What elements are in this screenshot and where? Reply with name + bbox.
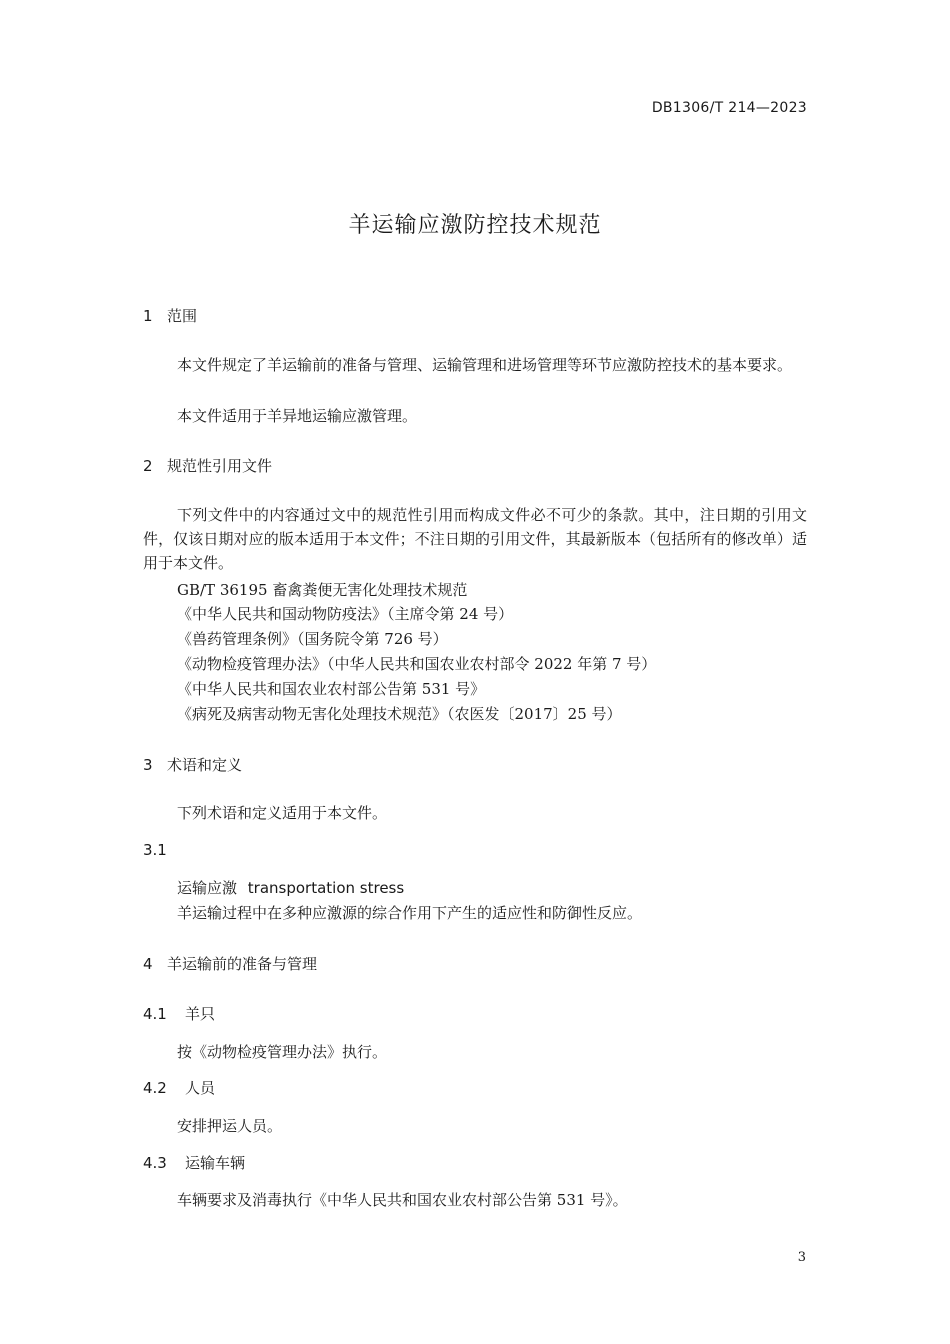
subsection-number: 4.1 [143,1005,167,1023]
section-title: 术语和定义 [167,756,243,774]
section-title: 规范性引用文件 [167,457,273,475]
subsection-4-3-heading [143,1152,245,1173]
subsection-4-1-text: 按《动物检疫管理办法》执行。 [177,1043,388,1061]
subsection-title: 运输车辆 [185,1154,246,1172]
reference-item: 《病死及病害动物无害化处理技术规范》（农医发〔2017〕25 号） [177,705,622,723]
reference-item: 《动物检疫管理办法》（中华人民共和国农业农村部令 2022 年第 7 号） [177,655,657,673]
subsection-title: 人员 [185,1079,216,1097]
document-title: 羊运输应激防控技术规范 [348,213,602,238]
term-number: 3.1 [143,841,167,859]
subsection-4-2-heading [143,1077,215,1098]
subsection-number: 4.3 [143,1154,167,1172]
normative-references-intro: 下列文件中的内容通过文中的规范性引用而构成文件必不可少的条款。其中，注日期的引用文件，仅该日期对应的版本适用于本文件；不注日期的引用文件，其最新版本（包括所有的修改单）适用于本文件。 [143,506,807,572]
standard-code: DB1306/T 214—2023 [651,100,807,116]
section-1-heading [143,305,197,326]
reference-item: 《兽药管理条例》（国务院令第 726 号） [177,630,448,648]
section-2-heading [143,455,272,476]
section-number: 2 [143,457,153,475]
scope-paragraph-1: 本文件规定了羊运输前的准备与管理、运输管理和进场管理等环节应激防控技术的基本要求。 [177,356,793,374]
section-3-heading [143,754,242,775]
subsection-4-2-text: 安排押运人员。 [177,1117,283,1135]
term-entry [177,876,404,900]
subsection-title: 羊只 [185,1005,216,1023]
term-english: transportation stress [247,879,405,897]
section-number: 1 [143,307,153,325]
reference-item: 《中华人民共和国动物防疫法》（主席令第 24 号） [177,605,514,623]
section-number: 3 [143,756,153,774]
subsection-4-1-heading [143,1003,215,1024]
scope-paragraph-2: 本文件适用于羊异地运输应激管理。 [177,407,418,425]
section-4-heading [143,953,317,974]
page-number: 3 [797,1250,806,1265]
term-chinese: 运输应激 [177,879,238,897]
subsection-number: 4.2 [143,1079,167,1097]
term-definition: 羊运输过程中在多种应激源的综合作用下产生的适应性和防御性反应。 [177,904,643,922]
terms-intro: 下列术语和定义适用于本文件。 [177,804,388,822]
section-title: 范围 [167,307,198,325]
reference-item: GB/T 36195 畜禽粪便无害化处理技术规范 [177,581,468,599]
subsection-4-3-text: 车辆要求及消毒执行《中华人民共和国农业农村部公告第 531 号》。 [177,1191,628,1209]
reference-item: 《中华人民共和国农业农村部公告第 531 号》 [177,680,486,698]
section-number: 4 [143,955,153,973]
section-title: 羊运输前的准备与管理 [167,955,318,973]
